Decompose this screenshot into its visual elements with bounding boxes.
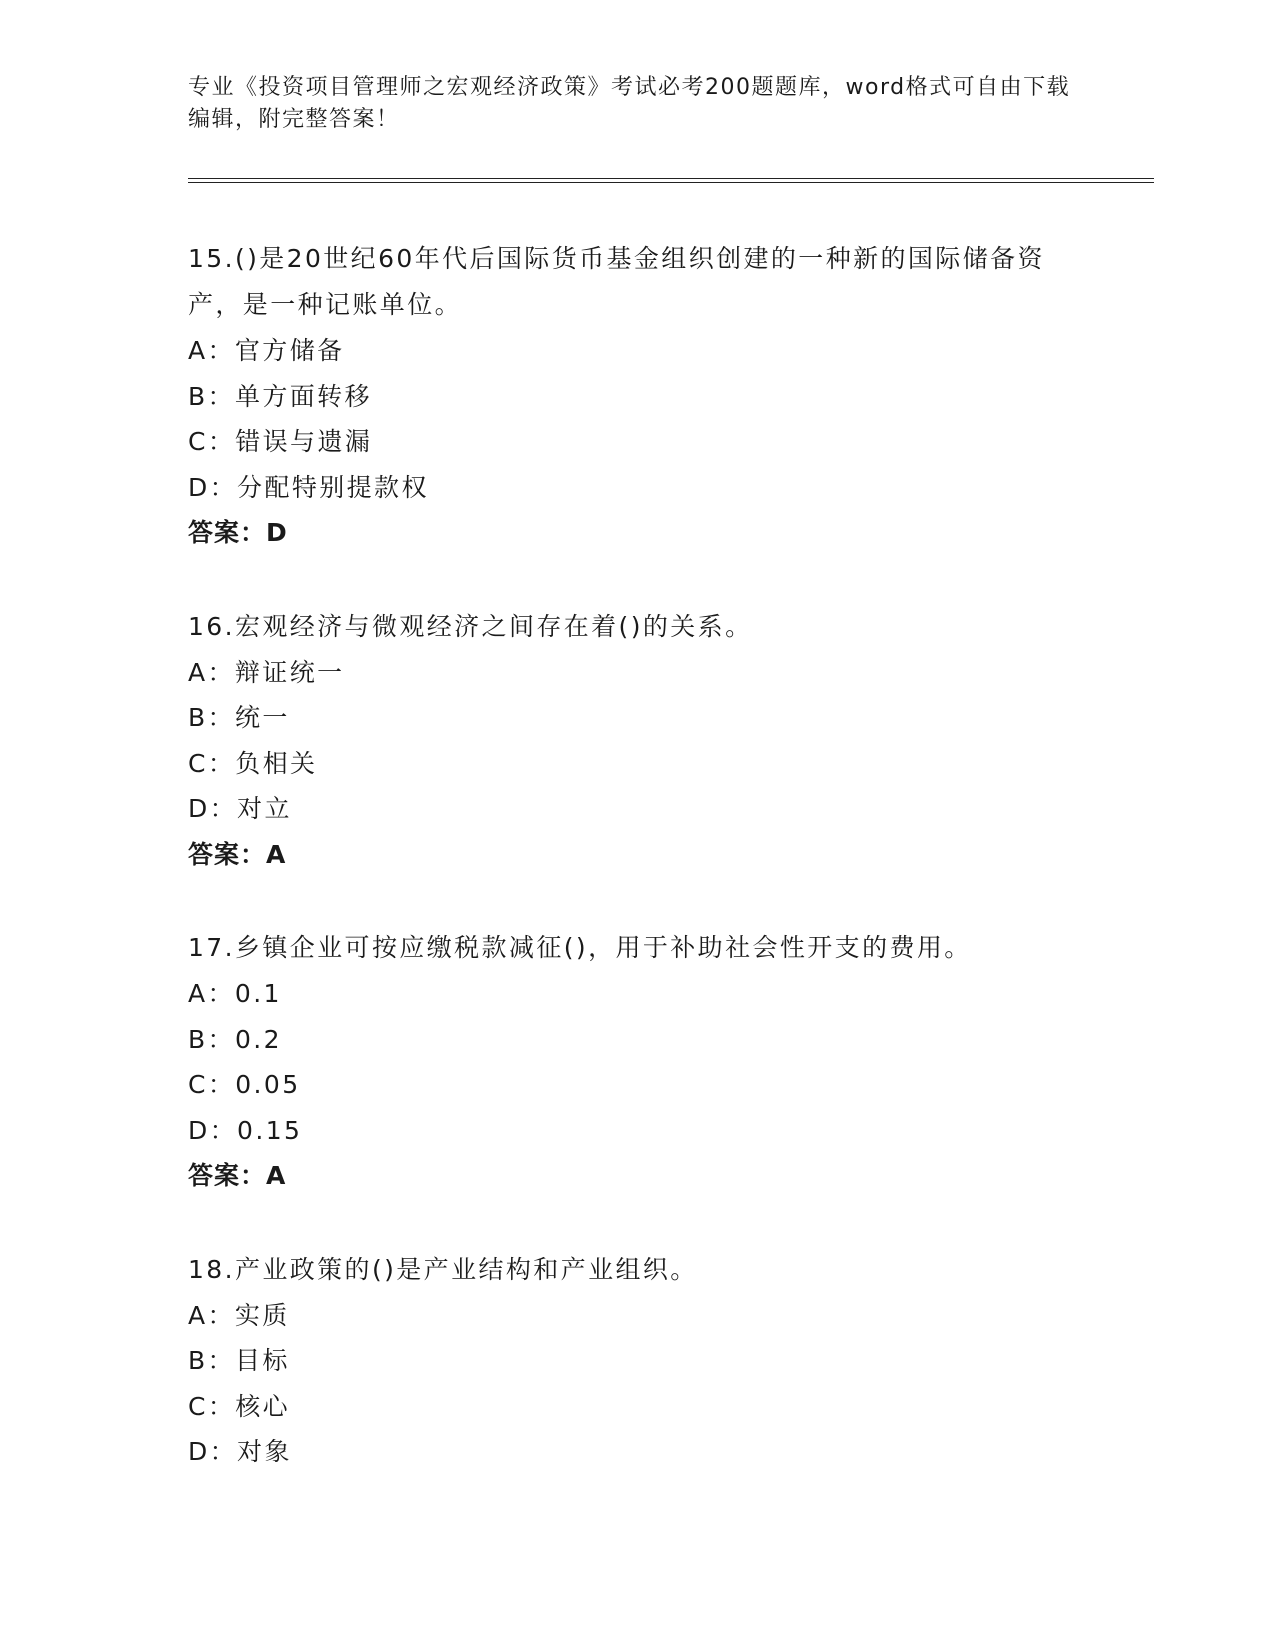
option-d: D：对立 xyxy=(188,794,292,823)
option-b: B：统一 xyxy=(188,703,290,732)
option-d: D：分配特别提款权 xyxy=(188,472,429,502)
header-divider-bottom xyxy=(188,182,1154,183)
question-stem: 16.宏观经济与微观经济之间存在着()的关系。 xyxy=(188,611,753,641)
question-17 xyxy=(188,925,1088,1199)
option-b: B：0.2 xyxy=(188,1024,282,1054)
option-b: B：目标 xyxy=(188,1346,290,1375)
header-divider-top xyxy=(188,178,1154,179)
option-c: C：负相关 xyxy=(188,748,318,778)
option-a: A：辩证统一 xyxy=(188,657,345,687)
answer: 答案：A xyxy=(188,839,287,869)
option-c: C：核心 xyxy=(188,1391,291,1421)
option-a: A：0.1 xyxy=(188,979,282,1008)
question-stem: 18.产业政策的()是产业结构和产业组织。 xyxy=(188,1254,698,1284)
question-stem: 15.()是20世纪60年代后国际货币基金组织创建的一种新的国际储备资产，是一种记账单位。 xyxy=(188,244,1045,319)
question-15 xyxy=(188,236,1088,556)
question-16 xyxy=(188,604,1088,878)
question-18 xyxy=(188,1247,1088,1475)
option-c: C：错误与遗漏 xyxy=(188,427,373,456)
option-d: D：对象 xyxy=(188,1437,292,1466)
option-d: D：0.15 xyxy=(188,1115,303,1145)
document-header: 专业《投资项目管理师之宏观经济政策》考试必考200题题库，word格式可自由下载编辑，附完整答案！ xyxy=(188,75,1071,132)
option-a: A：实质 xyxy=(188,1300,290,1330)
option-b: B：单方面转移 xyxy=(188,381,372,411)
option-a: A：官方储备 xyxy=(188,336,345,365)
option-c: C：0.05 xyxy=(188,1070,301,1099)
answer: 答案：A xyxy=(188,1161,287,1190)
answer: 答案：D xyxy=(188,518,288,547)
question-stem: 17.乡镇企业可按应缴税款减征()，用于补助社会性开支的费用。 xyxy=(188,933,972,962)
question-list xyxy=(188,236,1088,1475)
